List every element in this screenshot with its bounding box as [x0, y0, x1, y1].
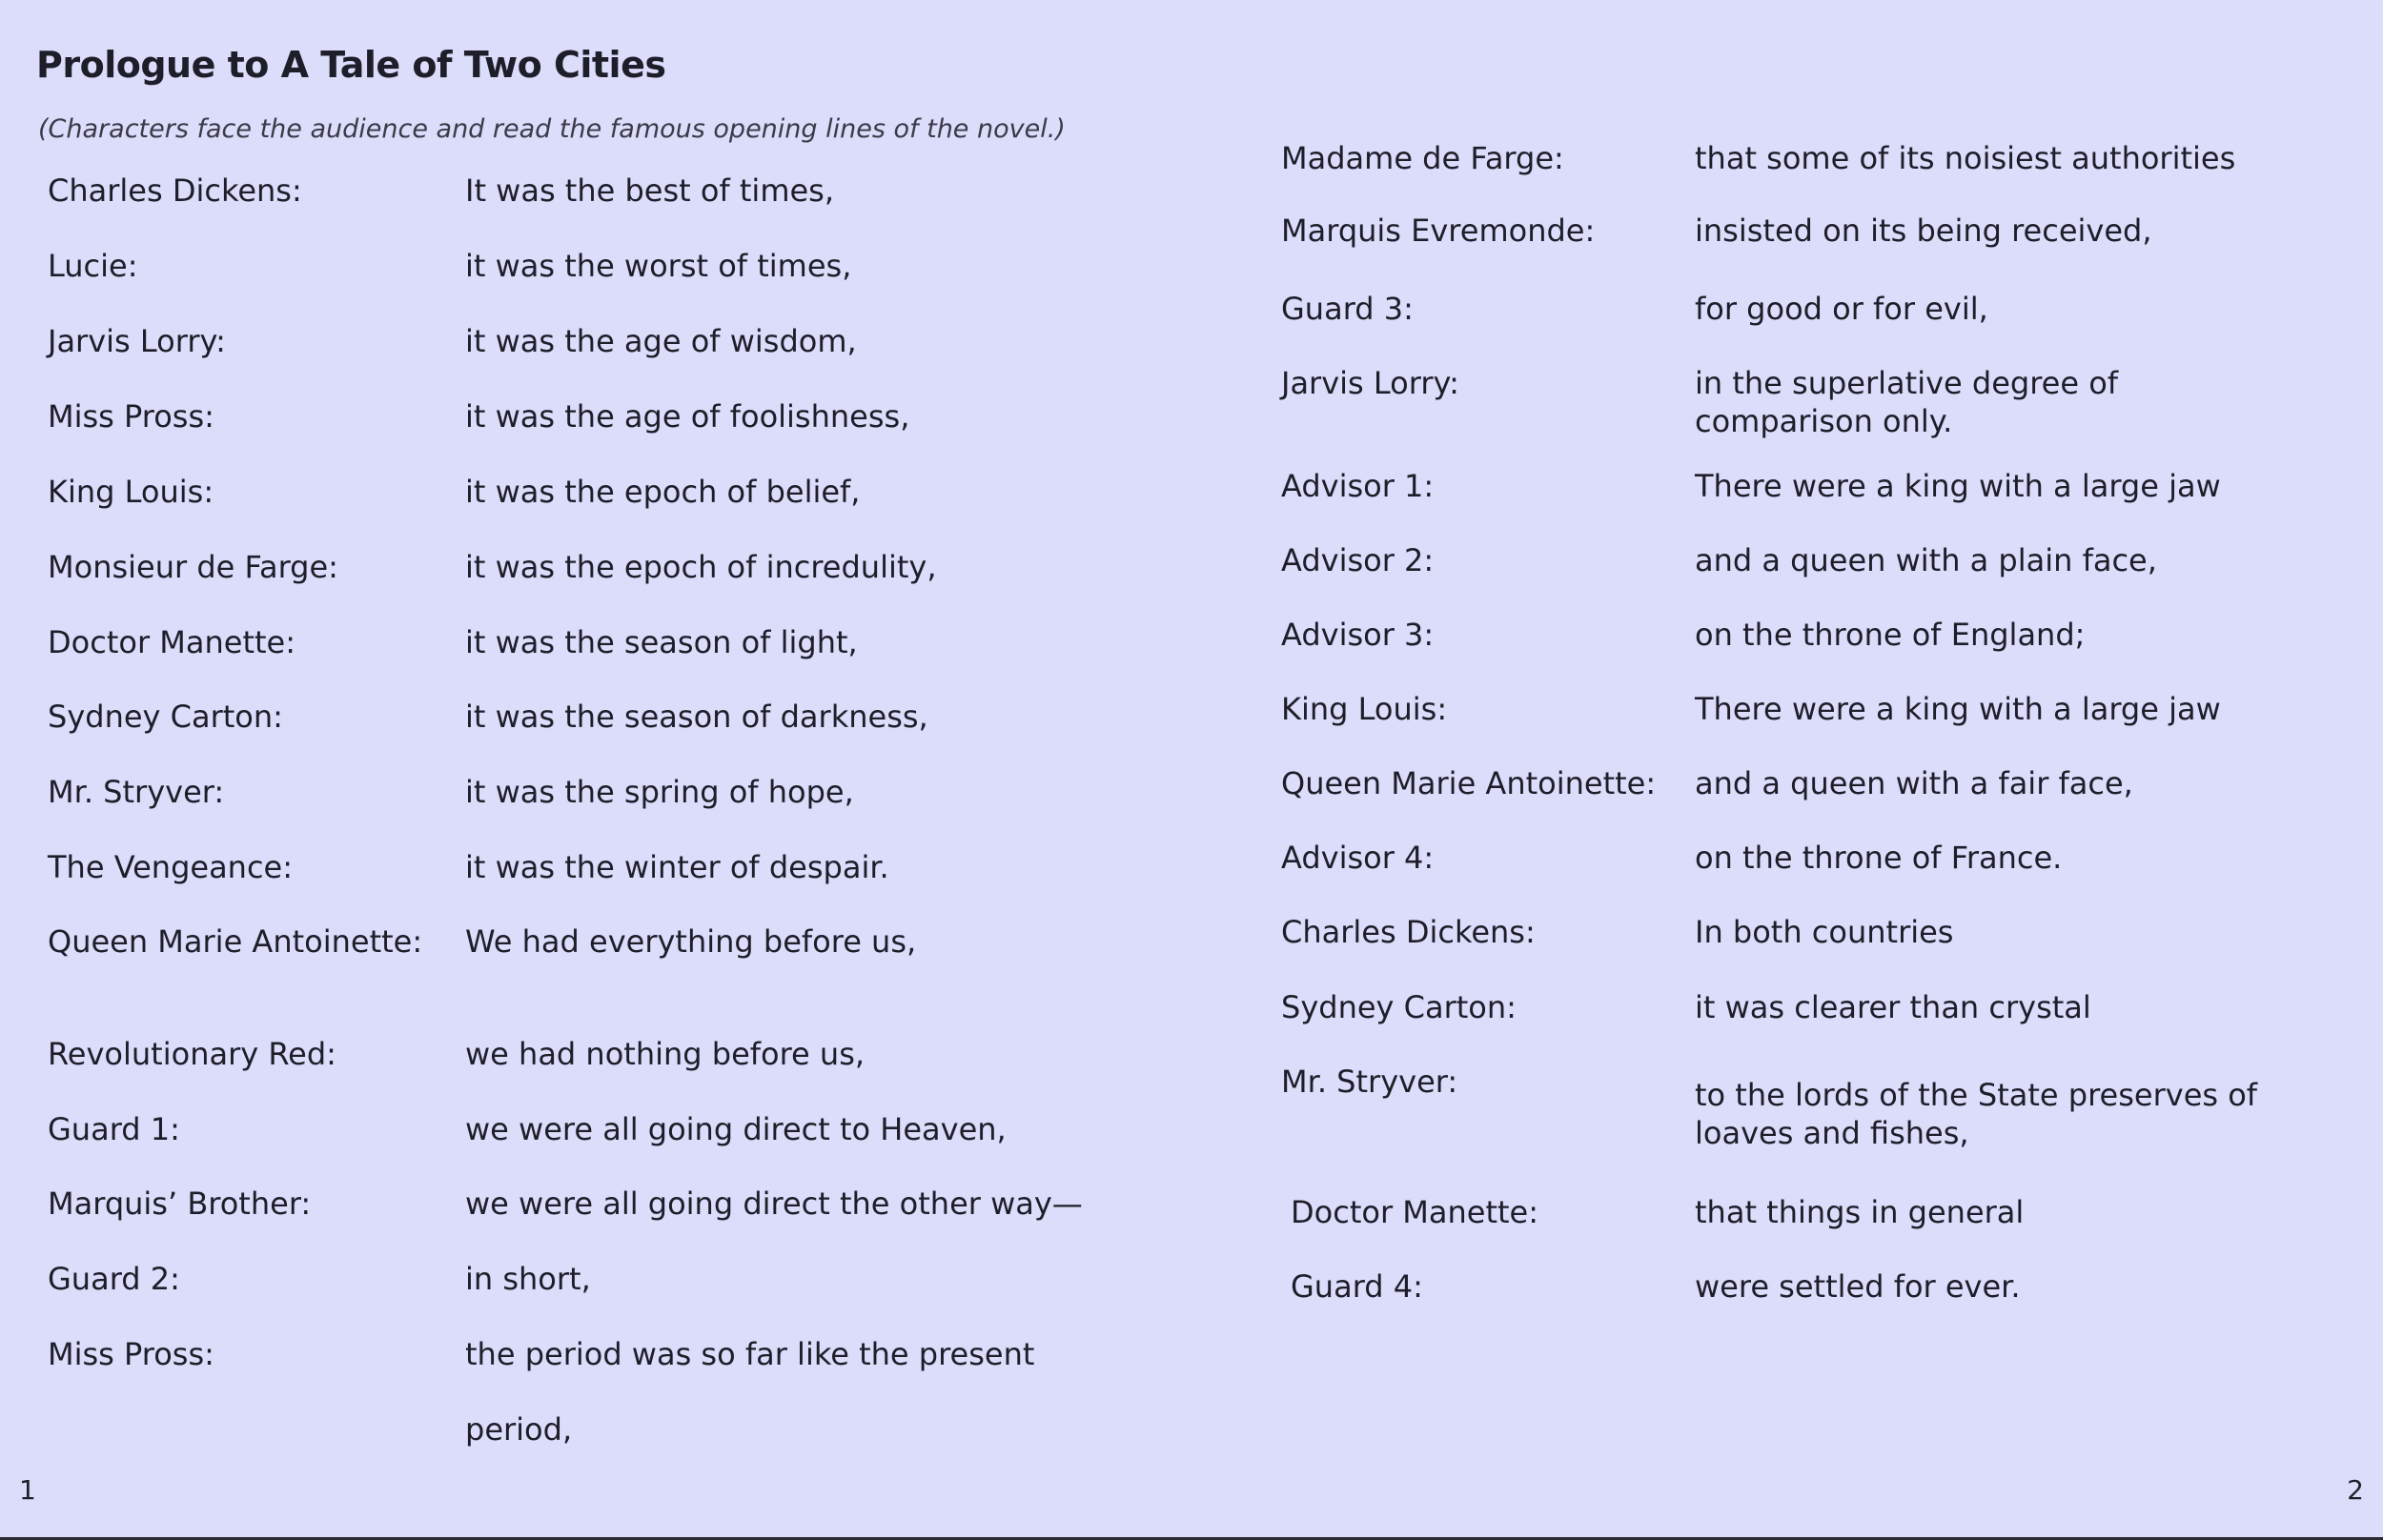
speaker-name: Monsieur de Farge:: [48, 549, 338, 585]
line-text: it was the epoch of belief,: [465, 474, 861, 510]
speaker-name: Marquis Evremonde:: [1281, 213, 1596, 249]
speaker-name: Sydney Carton:: [48, 699, 283, 735]
line-text: the period was so far like the present: [465, 1336, 1035, 1372]
line-text: It was the best of times,: [465, 172, 835, 209]
line-text: and a queen with a fair face,: [1695, 765, 2133, 801]
line-text: in short,: [465, 1261, 591, 1297]
speaker-name: Advisor 4:: [1281, 840, 1435, 876]
line-text: we were all going direct to Heaven,: [465, 1111, 1007, 1147]
line-text: to the lords of the State preserves of loaves and fishes,: [1695, 1077, 2258, 1151]
line-text: on the throne of France.: [1695, 840, 2063, 876]
speaker-name: Lucie:: [48, 248, 138, 284]
line-text: it was clearer than crystal: [1695, 989, 2091, 1025]
line-text: in the superlative degree of comparison only.: [1695, 365, 2119, 439]
speaker-name: Doctor Manette:: [1291, 1194, 1539, 1230]
line-text: insisted on its being received,: [1695, 213, 2152, 249]
line-text: it was the season of darkness,: [465, 699, 928, 735]
speaker-name: King Louis:: [1281, 691, 1448, 727]
speaker-name: Mr. Stryver:: [1281, 1064, 1458, 1100]
line-text: We had everything before us,: [465, 923, 917, 960]
speaker-name: Miss Pross:: [48, 1336, 214, 1372]
stage-direction: (Characters face the audience and read the famous opening lines of the novel.): [38, 114, 1066, 144]
speaker-name: Guard 2:: [48, 1261, 180, 1297]
speaker-name: Advisor 3:: [1281, 617, 1435, 653]
speaker-name: Jarvis Lorry:: [1281, 365, 1459, 401]
line-text: period,: [465, 1411, 573, 1448]
speaker-name: Jarvis Lorry:: [48, 323, 226, 359]
line-text: it was the age of foolishness,: [465, 398, 910, 435]
speaker-name: Madame de Farge:: [1281, 140, 1564, 176]
line-text: it was the age of wisdom,: [465, 323, 857, 359]
line-text: and a queen with a plain face,: [1695, 542, 2157, 578]
speaker-name: Charles Dickens:: [1281, 914, 1536, 950]
line-text: it was the worst of times,: [465, 248, 852, 284]
speaker-name: Guard 1:: [48, 1111, 180, 1147]
speaker-name: Miss Pross:: [48, 398, 214, 435]
speaker-name: Mr. Stryver:: [48, 774, 225, 810]
line-text: that some of its noisiest authorities: [1695, 140, 2236, 176]
right-page: [1192, 0, 2383, 1540]
line-text: we had nothing before us,: [465, 1036, 866, 1072]
line-text: In both countries: [1695, 914, 1954, 950]
line-text: There were a king with a large jaw: [1695, 691, 2221, 727]
page-title: Prologue to A Tale of Two Cities: [36, 44, 666, 86]
speaker-name: King Louis:: [48, 474, 214, 510]
line-text: it was the season of light,: [465, 624, 858, 660]
speaker-name: Charles Dickens:: [48, 172, 302, 209]
speaker-name: Advisor 2:: [1281, 542, 1435, 578]
line-text: that things in general: [1695, 1194, 2025, 1230]
page-number: 1: [19, 1474, 36, 1506]
speaker-name: Sydney Carton:: [1281, 989, 1517, 1025]
line-text: it was the epoch of incredulity,: [465, 549, 937, 585]
line-text: There were a king with a large jaw: [1695, 468, 2221, 504]
speaker-name: Guard 4:: [1291, 1268, 1423, 1305]
speaker-name: Marquis’ Brother:: [48, 1185, 312, 1222]
line-text: for good or for evil,: [1695, 291, 1988, 327]
speaker-name: Queen Marie Antoinette:: [1281, 765, 1657, 801]
line-text: we were all going direct the other way—: [465, 1185, 1083, 1222]
speaker-name: Revolutionary Red:: [48, 1036, 336, 1072]
speaker-name: The Vengeance:: [48, 849, 294, 885]
line-text: it was the spring of hope,: [465, 774, 854, 810]
page-number: 2: [2347, 1474, 2364, 1506]
speaker-name: Guard 3:: [1281, 291, 1414, 327]
speaker-name: Advisor 1:: [1281, 468, 1435, 504]
speaker-name: Doctor Manette:: [48, 624, 296, 660]
line-text: on the throne of England;: [1695, 617, 2086, 653]
speaker-name: Queen Marie Antoinette:: [48, 923, 423, 960]
line-text: were settled for ever.: [1695, 1268, 2021, 1305]
line-text: it was the winter of despair.: [465, 849, 889, 885]
